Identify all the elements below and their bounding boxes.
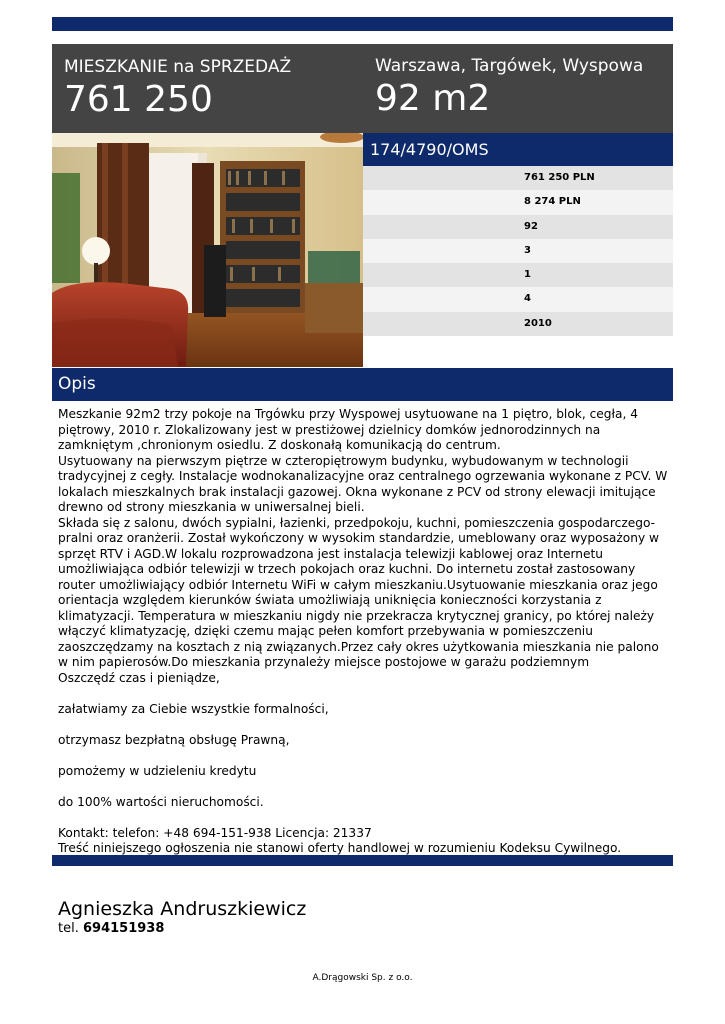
agent-phone: [58, 921, 164, 937]
description-paragraph: pomożemy w udzieleniu kredytu: [58, 763, 257, 778]
description-paragraph: załatwiamy za Ciebie wszystkie formalności,: [58, 701, 329, 716]
tel-label: tel.: [58, 921, 79, 936]
description-paragraph: Oszczędź czas i pieniądze,: [58, 670, 220, 685]
contact-line: Kontakt: telefon: +48 694-151-938 Licencja: 21337: [58, 825, 372, 840]
spec-table: [363, 166, 673, 336]
offer-type: MIESZKANIE na SPRZEDAŻ: [64, 57, 292, 77]
description: [58, 407, 668, 857]
description-paragraph: Składa się z salonu, dwóch sypialni, łazienki, przedpokoju, kuchni, pomieszczenia gospodarczego-pralni oraz oranżerii. Został wykończony w wysokim standardzie, umeblowany oraz wyposażony w sprzęt RTV i AGD.W lokalu rozprowadzona jest instalacja telewizji kablowej oraz Internetu umożliwiająca odbiór telewizji w trzech pokojach oraz kuchni. Do internetu został zastosowany router umożliwiający odbiór Internetu WiFi w całym mieszkaniu.Usytuowanie mieszkania oraz jego orientacja względem kierunków świata umożliwiają uniknięcia konieczności korzystania z klimatyzacji. Temperatura w mieszkaniu nigdy nie przekracza krytycznej granicy, po której należy włączyć klimatyzację, dzięki czemu mając pełen komfort przebywania w pomieszczeniu zaoszczędzamy na kosztach z nią związanych.Przez cały okres użytkowania mieszkania nie palono w nim papierosów.Do mieszkania przynależy miejsce postojowe w garażu podziemnym: [58, 515, 660, 669]
disclaimer: Treść niniejszego ogłoszenia nie stanowi oferty handlowej w rozumieniu Kodeksu Cywilnego.: [58, 841, 622, 855]
bottom-divider-bar: [52, 855, 673, 866]
spec-price-per-m2: 8 274 PLN: [363, 190, 673, 214]
header-left: [64, 57, 291, 121]
reference-number: 174/4790/OMS: [363, 133, 673, 166]
description-paragraph: Usytuowany na pierwszym piętrze w czteropiętrowym budynku, wybudowanym w technologii tradycyjnej z cegły. Instalacje wodnokanalizacyjne oraz centralnego ogrzewania wykonane z PCV. W lokalach mieszkalnych brak instalacji gazowej. Okna wykonane z PCV od strony elewacji imitujące drewno od strony mieszkania w uniwersalnej bieli.: [58, 453, 668, 514]
spec-year: 2010: [363, 312, 673, 336]
apartment-photo: [52, 133, 363, 367]
section-title: Opis: [52, 368, 673, 401]
agent-name: Agnieszka Andruszkiewicz: [58, 898, 307, 920]
price-heading: 761 250: [64, 79, 213, 120]
spec-area: 92: [363, 215, 673, 239]
spec-price: 761 250 PLN: [363, 166, 673, 190]
listing-header: [52, 44, 673, 133]
description-paragraph: otrzymasz bezpłatną obsługę Prawną,: [58, 732, 290, 747]
description-paragraph: do 100% wartości nieruchomości.: [58, 794, 264, 809]
description-paragraph: Meszkanie 92m2 trzy pokoje na Trgówku przy Wyspowej usytuowane na 1 piętro, blok, cegła, 4 piętrowy, 2010 r. Zlokalizowany jest w prestiżowej dzielnicy domków jednorodzinnych na zamkniętym ,chronionym osiedlu. Z doskonałą komunikacją do centrum.: [58, 407, 638, 452]
company-footer: A.Drągowski Sp. z o.o.: [312, 973, 413, 983]
spec-floors-total: 4: [363, 287, 673, 311]
tel-number: 694151938: [82, 921, 165, 936]
header-right: [375, 56, 643, 120]
location: Warszawa, Targówek, Wyspowa: [375, 56, 644, 76]
living-room-illustration: [52, 133, 363, 367]
spec-rooms: 3: [363, 239, 673, 263]
area-heading: 92 m2: [375, 78, 491, 119]
top-divider-bar: [52, 17, 673, 31]
spec-floor: 1: [363, 263, 673, 287]
